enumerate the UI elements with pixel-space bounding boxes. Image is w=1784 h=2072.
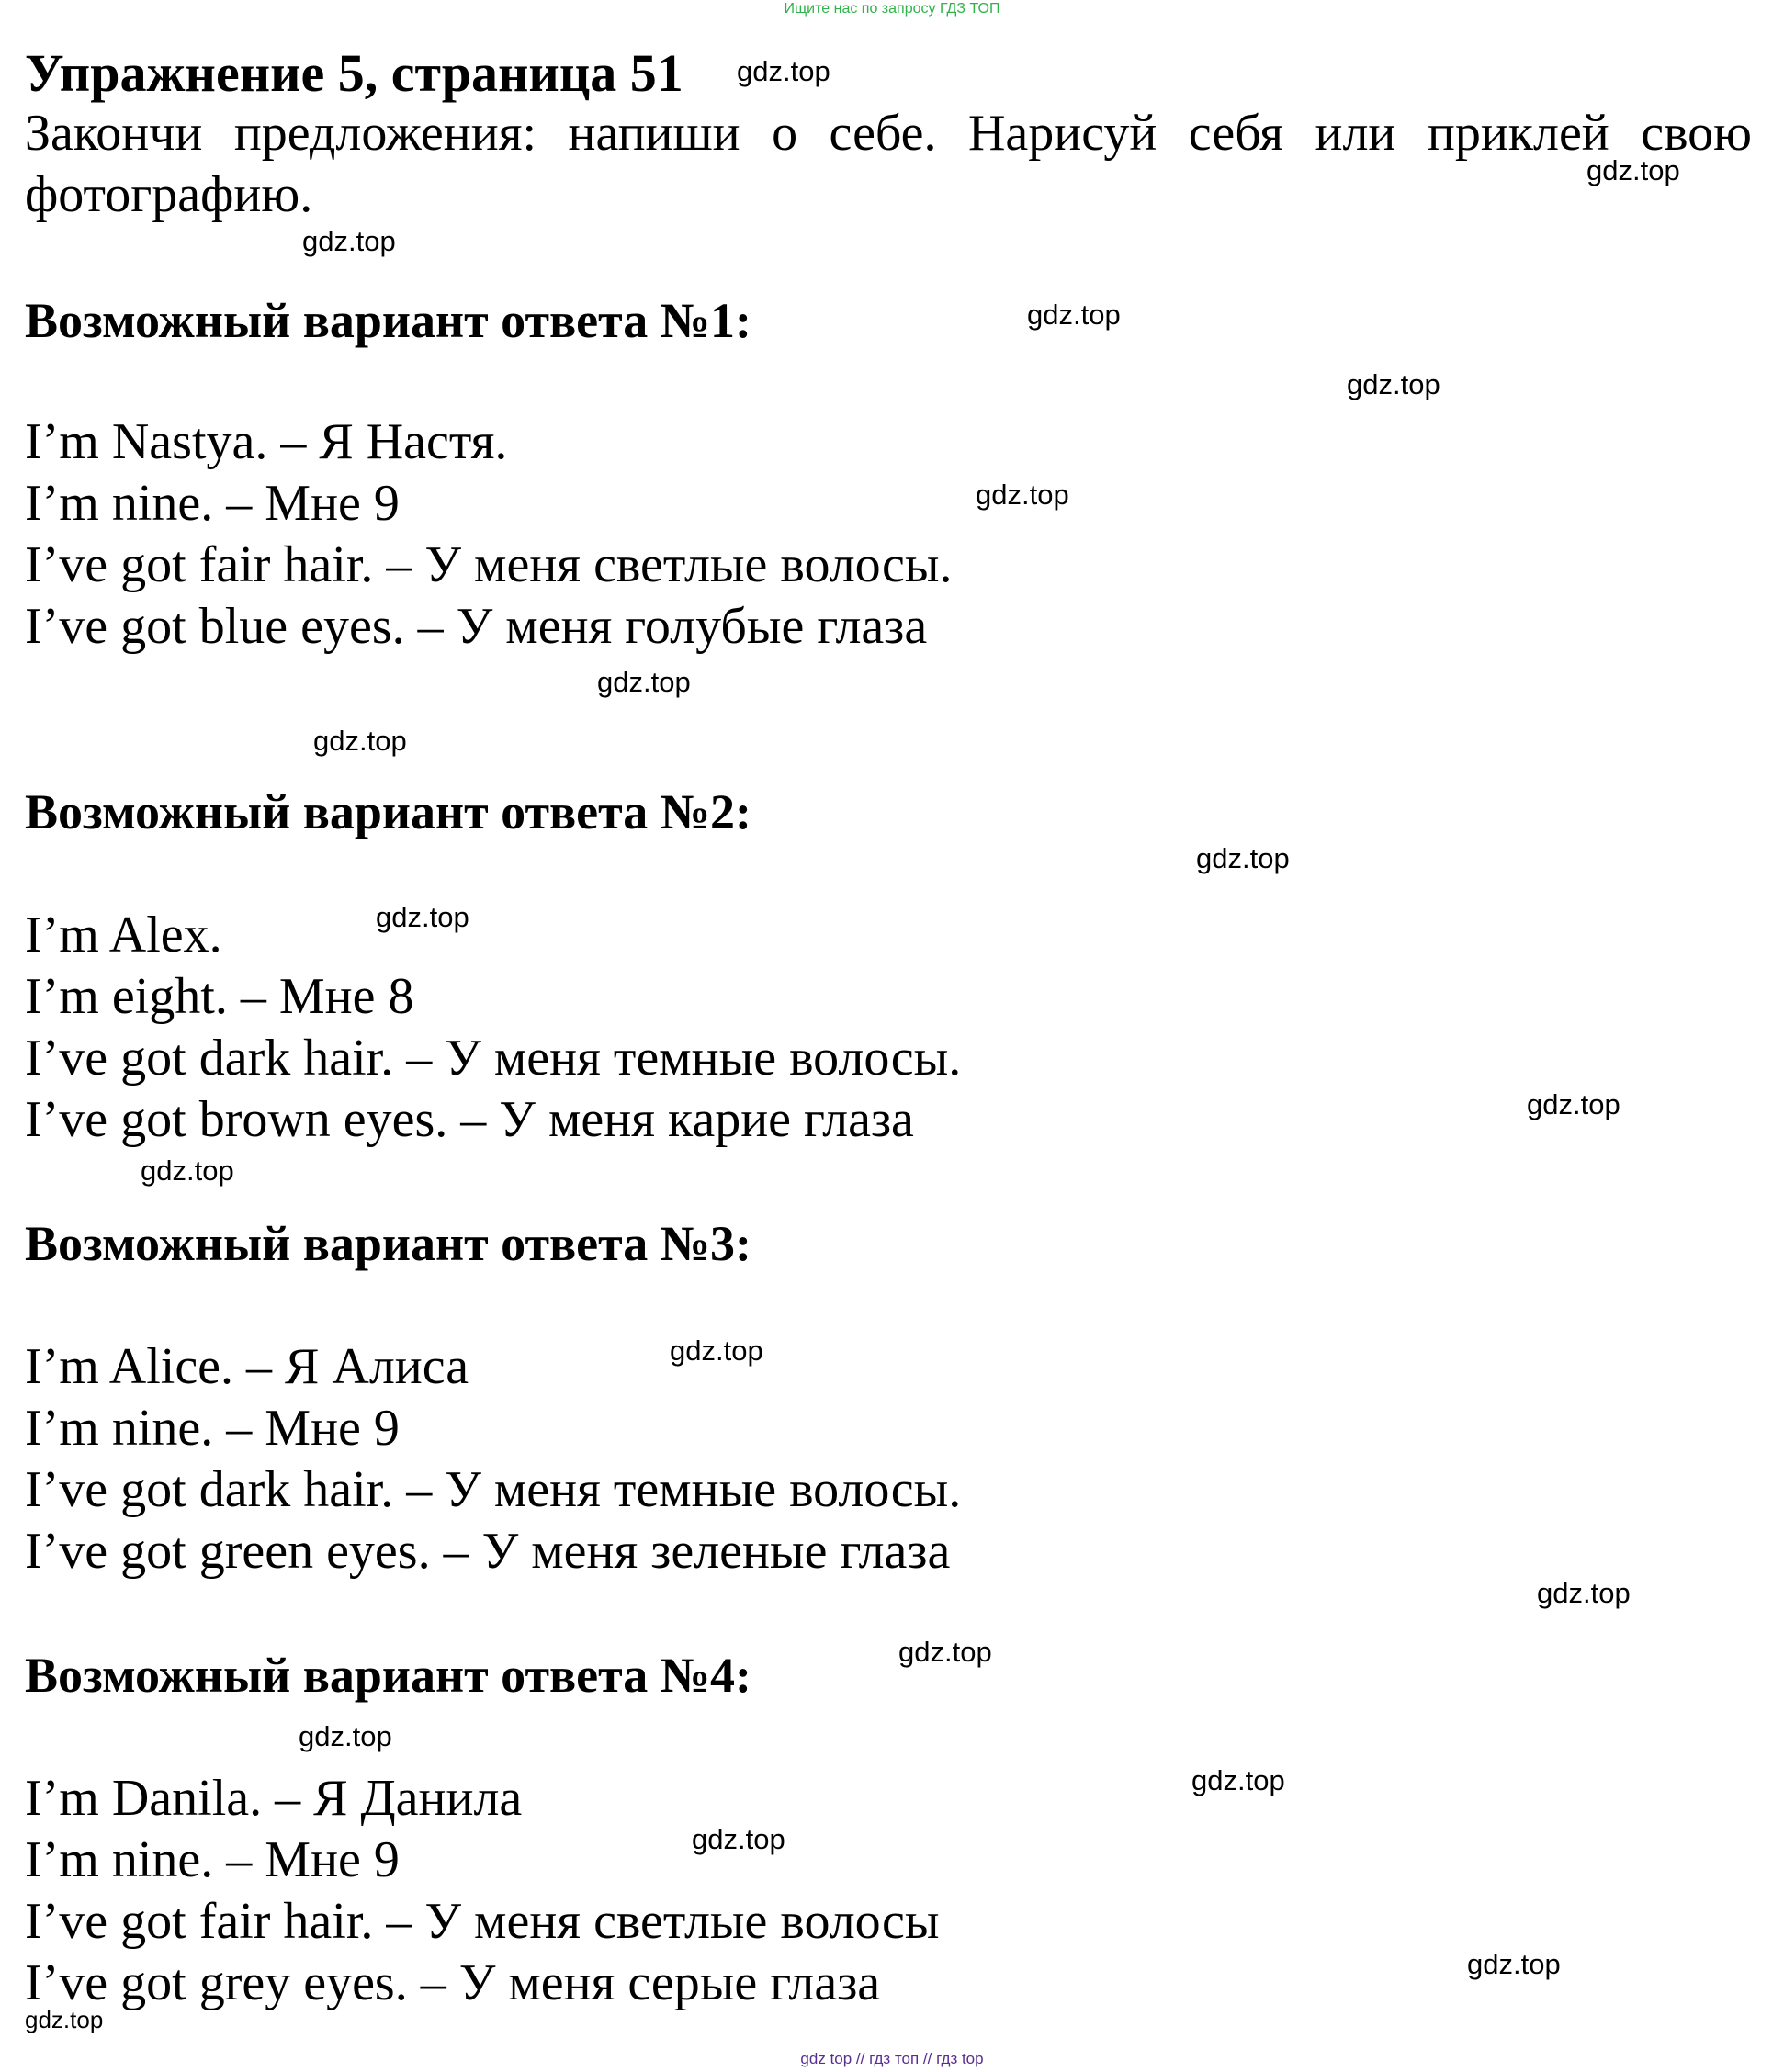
answer-list-1	[25, 411, 953, 658]
watermark: gdz.top	[141, 1154, 234, 1187]
watermark: gdz.top	[976, 479, 1069, 511]
answer-line: I’ve got dark hair. – У меня темные волосы.	[25, 1030, 962, 1087]
answer-list-4	[25, 1768, 940, 2014]
footer-watermark: gdz top // гдз топ // гдз top	[800, 2050, 984, 2067]
watermark: gdz.top	[1347, 368, 1440, 400]
watermark: gdz.top	[1586, 154, 1680, 186]
watermark: gdz.top	[1191, 1764, 1285, 1796]
answer-line: I’m Nastya. – Я Настя.	[25, 413, 508, 470]
answer-line: I’m Alex.	[25, 906, 222, 963]
answer-heading-3: Возможный вариант ответа №3:	[25, 1216, 752, 1271]
watermark: gdz.top	[1027, 298, 1121, 331]
watermark: gdz.top	[692, 1823, 785, 1855]
answer-line: I’ve got grey eyes. – У меня серые глаза	[25, 1954, 881, 2011]
answer-line: I’ve got brown eyes. – У меня карие глаза	[25, 1091, 914, 1148]
watermark: gdz.top	[737, 55, 830, 87]
page-title: Упражнение 5, страница 51	[25, 43, 683, 103]
answer-list-2	[25, 905, 961, 1151]
top-banner: Ищите нас по запросу ГДЗ ТОП	[784, 1, 1000, 17]
watermark: gdz.top	[1196, 842, 1290, 874]
answer-line: I’m Danila. – Я Данила	[25, 1770, 523, 1827]
answer-heading-2: Возможный вариант ответа №2:	[25, 784, 752, 839]
answer-line: I’m nine. – Мне 9	[25, 1400, 400, 1457]
watermark: gdz.top	[299, 1720, 392, 1752]
watermark: gdz.top	[313, 725, 407, 757]
watermark: gdz.top	[25, 2006, 104, 2033]
answer-line: I’ve got green eyes. – У меня зеленые глаза	[25, 1523, 951, 1580]
answer-line: I’ve got blue eyes. – У меня голубые глаза	[25, 598, 928, 655]
watermark: gdz.top	[1467, 1948, 1561, 1980]
answer-line: I’m nine. – Мне 9	[25, 475, 400, 532]
answer-line: I’ve got fair hair. – У меня светлые волосы	[25, 1893, 940, 1950]
answer-list-3	[25, 1336, 961, 1582]
watermark: gdz.top	[898, 1636, 992, 1668]
answer-line: I’m Alice. – Я Алиса	[25, 1338, 469, 1395]
answer-heading-4: Возможный вариант ответа №4:	[25, 1648, 752, 1703]
watermark: gdz.top	[597, 666, 691, 698]
answer-line: I’m nine. – Мне 9	[25, 1831, 400, 1888]
watermark: gdz.top	[376, 901, 469, 933]
exercise-instruction: Закончи предложения: напиши о себе. Нарисуй себя или приклей свою фотографию.	[25, 105, 1752, 223]
answer-line: I’ve got fair hair. – У меня светлые волосы.	[25, 536, 953, 593]
answer-heading-1: Возможный вариант ответа №1:	[25, 293, 752, 348]
watermark: gdz.top	[670, 1334, 763, 1367]
watermark: gdz.top	[302, 225, 396, 257]
watermark: gdz.top	[1537, 1577, 1631, 1609]
answer-line: I’m eight. – Мне 8	[25, 968, 414, 1025]
answer-line: I’ve got dark hair. – У меня темные волосы.	[25, 1461, 962, 1518]
watermark: gdz.top	[1527, 1088, 1620, 1120]
